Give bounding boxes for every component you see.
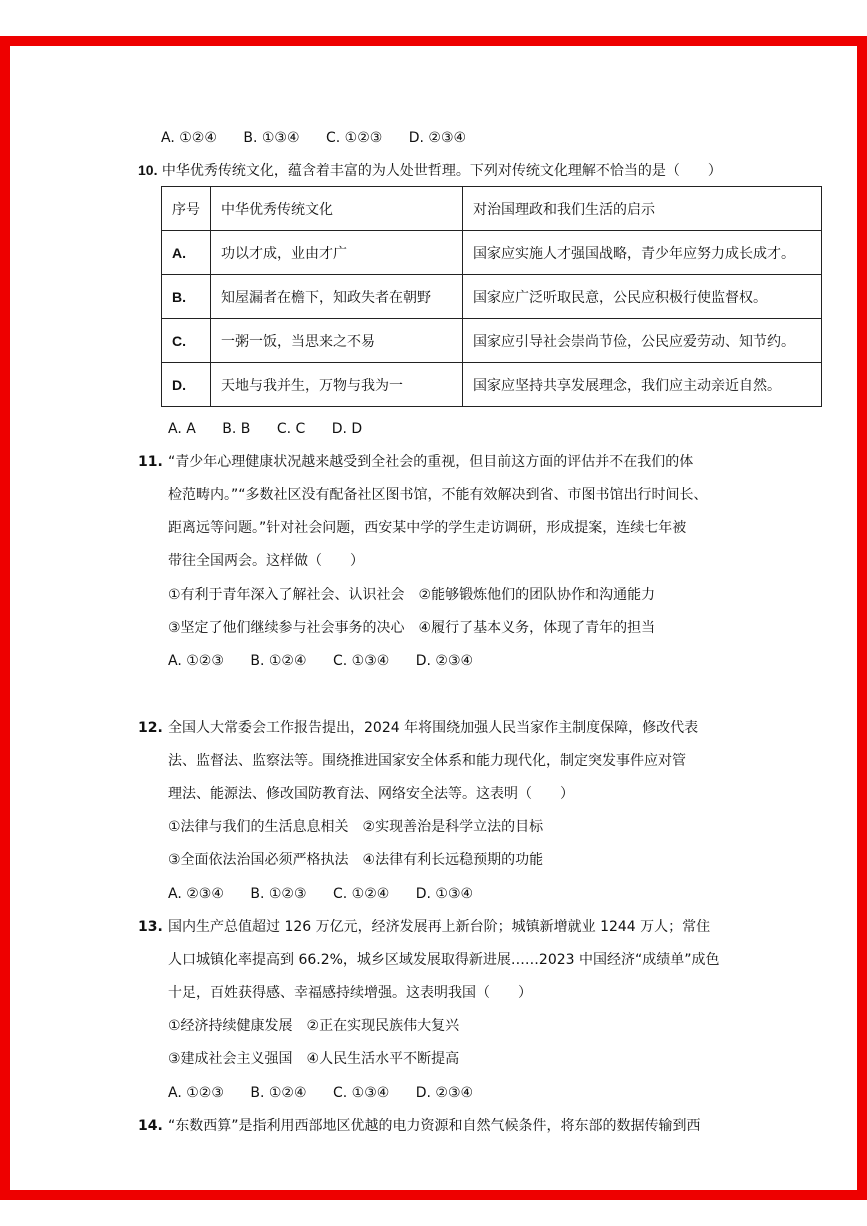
q11-line: 检范畴内。”“多数社区没有配备社区图书馆，不能有效解决到省、市图书馆出行时间长、 (168, 487, 708, 503)
q11-option-d[interactable]: D. ②③④ (415, 653, 474, 669)
q12-statement: ③全面依法治国必须严格执法 ④法律有利长远稳预期的功能 (168, 852, 544, 868)
q10-option-d[interactable]: D. D (331, 421, 363, 437)
q12-line: 理法、能源法、修改国防教育法、网络安全法等。这表明（ ） (168, 786, 574, 802)
q13-number: 13. (138, 919, 163, 935)
q11-line: 距离远等问题。”针对社会问题，西安某中学的学生走访调研，形成提案，连续七年被 (168, 520, 687, 536)
header-cell-insight: 对治国理政和我们生活的启示 (463, 187, 822, 231)
table-row (162, 319, 822, 363)
row-label: B. (162, 275, 211, 319)
q11-statement: ①有利于青年深入了解社会、认识社会 ②能够锻炼他们的团队协作和沟通能力 (168, 587, 656, 603)
q11-option-a[interactable]: A. ①②③ (168, 653, 224, 669)
row-insight: 国家应广泛听取民意，公民应积极行使监督权。 (463, 275, 822, 319)
row-label: D. (162, 363, 211, 407)
row-label: C. (162, 319, 211, 363)
q11-option-b[interactable]: B. ①②④ (250, 653, 307, 669)
table-header-row (162, 187, 822, 231)
row-insight: 国家应实施人才强国战略，青少年应努力成长成才。 (463, 231, 822, 275)
q12-option-a[interactable]: A. ②③④ (168, 886, 224, 902)
q12-option-d[interactable]: D. ①③④ (415, 886, 474, 902)
q11-line: 带往全国两会。这样做（ ） (168, 553, 364, 569)
q13-option-d[interactable]: D. ②③④ (415, 1085, 474, 1101)
q10-stem: 中华优秀传统文化，蕴含着丰富的为人处世哲理。下列对传统文化理解不恰当的是（ ） (161, 163, 722, 179)
q12-statement: ①法律与我们的生活息息相关 ②实现善治是科学立法的目标 (168, 819, 544, 835)
row-culture: 一粥一饭，当思来之不易 (211, 319, 463, 363)
q14-number: 14. (138, 1118, 163, 1134)
header-cell-number: 序号 (162, 187, 211, 231)
q12-number: 12. (138, 720, 163, 736)
q13-line: 国内生产总值超过 126 万亿元，经济发展再上新台阶；城镇新增就业 1244 万人；常住 (168, 919, 711, 935)
q13-statement: ③建成社会主义强国 ④人民生活水平不断提高 (168, 1051, 460, 1067)
q13-line: 十足，百姓获得感、幸福感持续增强。这表明我国（ ） (168, 985, 532, 1001)
q13-option-b[interactable]: B. ①②④ (250, 1085, 307, 1101)
row-culture: 天地与我并生，万物与我为一 (211, 363, 463, 407)
q11-number: 11. (138, 454, 163, 470)
q11-option-c[interactable]: C. ①③④ (332, 653, 390, 669)
q9-option-c[interactable]: C. ①②③ (325, 130, 383, 146)
q12-line: 法、监督法、监察法等。围绕推进国家安全体系和能力现代化，制定突发事件应对管 (168, 753, 686, 769)
q12-line: 全国人大常委会工作报告提出，2024 年将围绕加强人民当家作主制度保障，修改代表 (168, 720, 699, 736)
q12-option-b[interactable]: B. ①②③ (250, 886, 307, 902)
q11-line: “青少年心理健康状况越来越受到全社会的重视，但目前这方面的评估并不在我们的体 (168, 454, 694, 470)
q11-options (168, 651, 495, 671)
q13-option-c[interactable]: C. ①③④ (332, 1085, 390, 1101)
row-label: A. (162, 231, 211, 275)
q9-option-b[interactable]: B. ①③④ (243, 130, 300, 146)
q13-option-a[interactable]: A. ①②③ (168, 1085, 224, 1101)
row-insight: 国家应引导社会崇尚节俭，公民应爱劳动、知节约。 (463, 319, 822, 363)
q10-option-b[interactable]: B. B (222, 421, 251, 437)
q9-option-a[interactable]: A. ①②④ (161, 130, 217, 146)
q13-line: 人口城镇化率提高到 66.2%，城乡区域发展取得新进展……2023 中国经济“成绩单”成色 (168, 952, 720, 968)
q10-stem-line (138, 160, 722, 181)
q9-option-d[interactable]: D. ②③④ (408, 130, 467, 146)
row-culture: 知屋漏者在檐下，知政失者在朝野 (211, 275, 463, 319)
q14-line: “东数西算”是指利用西部地区优越的电力资源和自然气候条件，将东部的数据传输到西 (168, 1118, 701, 1134)
table-row (162, 275, 822, 319)
row-insight: 国家应坚持共享发展理念，我们应主动亲近自然。 (463, 363, 822, 407)
q12-options (168, 884, 495, 904)
q12-option-c[interactable]: C. ①②④ (332, 886, 390, 902)
table-row (162, 231, 822, 275)
q10-table (161, 186, 822, 407)
q10-option-a[interactable]: A. A (168, 421, 196, 437)
q11-statement: ③坚定了他们继续参与社会事务的决心 ④履行了基本义务，体现了青年的担当 (168, 620, 656, 636)
q13-options (168, 1083, 495, 1103)
q10-option-c[interactable]: C. C (276, 421, 306, 437)
q10-options (168, 419, 384, 439)
q13-statement: ①经济持续健康发展 ②正在实现民族伟大复兴 (168, 1018, 460, 1034)
row-culture: 功以才成，业由才广 (211, 231, 463, 275)
q9-options (161, 128, 488, 148)
header-cell-culture: 中华优秀传统文化 (211, 187, 463, 231)
table-row (162, 363, 822, 407)
q10-number: 10. (138, 162, 158, 178)
